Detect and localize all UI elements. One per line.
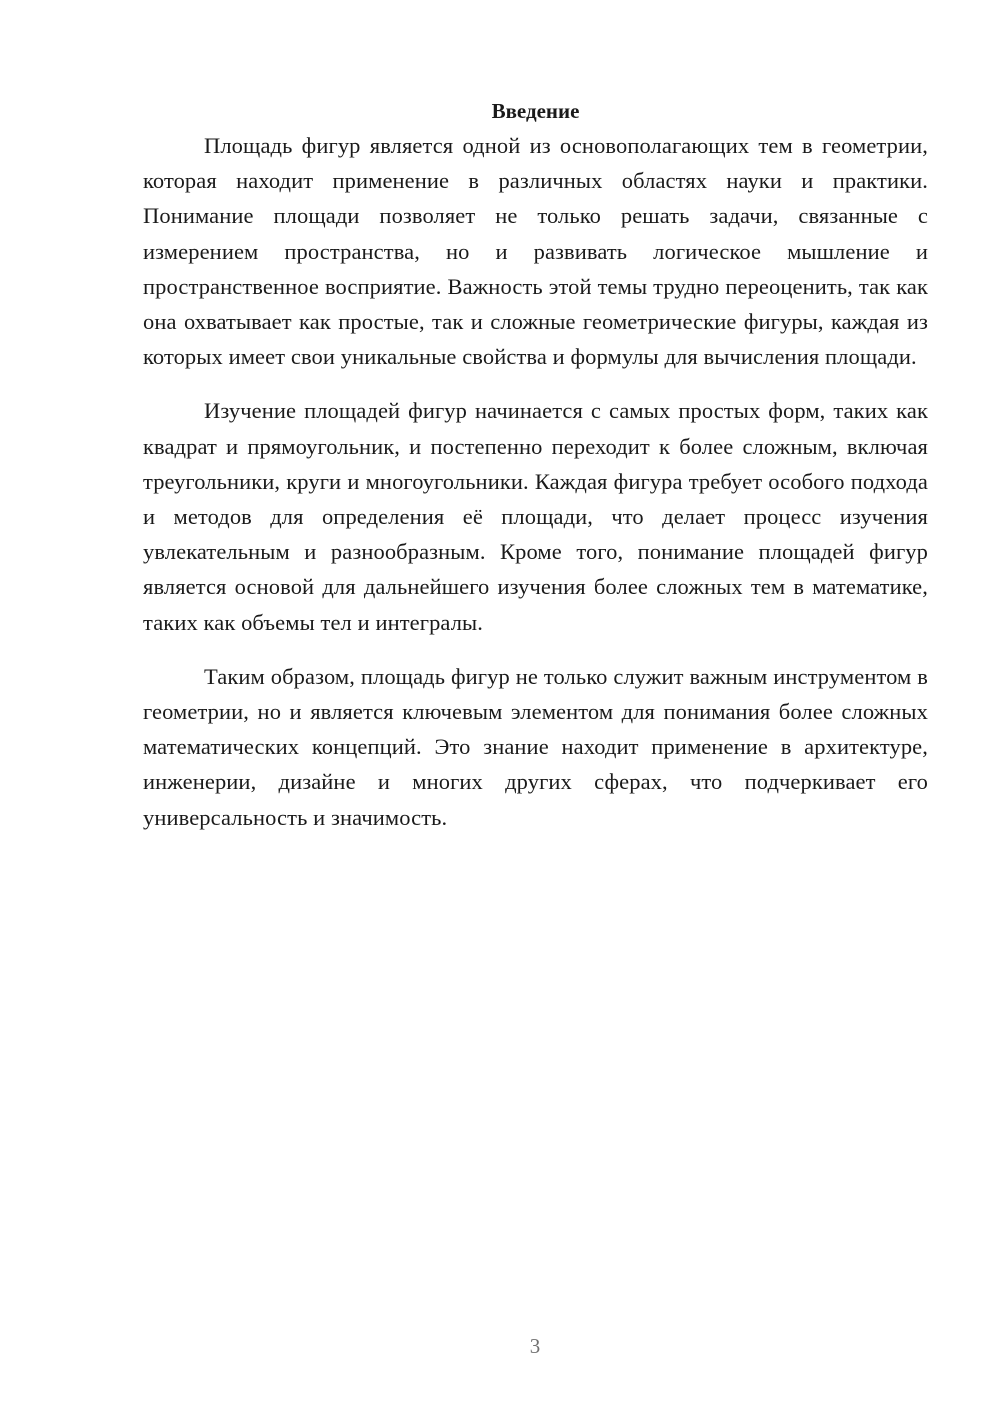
page-number: 3	[529, 1334, 541, 1358]
paragraph-3: Таким образом, площадь фигур не только служит важным инструментом в геометрии, но и является ключевым элементом для понимания более сложных математических концепций. Это знание находит применение в архитектуре, инженерии, дизайне и многих других сферах, что подчеркивает его универсальность и значимость.	[143, 663, 928, 830]
section-title: Введение	[491, 99, 580, 123]
document-page	[143, 96, 928, 854]
paragraph-2: Изучение площадей фигур начинается с самых простых форм, таких как квадрат и прямоугольник, и постепенно переходит к более сложным, включая треугольники, круги и многоугольники. Каждая фигура требует особого подхода и методов для определения её площади, что делает процесс изучения увлекательным и разнообразным. Кроме того, понимание площадей фигур является основой для дальнейшего изучения более сложных тем в математике, таких как объемы тел и интегралы.	[143, 398, 928, 635]
paragraph-1: Площадь фигур является одной из основополагающих тем в геометрии, которая находит применение в различных областях науки и практики. Понимание площади позволяет не только решать задачи, связанные с измерением пространства, но и развивать логическое мышление и пространственное восприятие. Важность этой темы трудно переоценить, так как она охватывает как простые, так и сложные геометрические фигуры, каждая из которых имеет свои уникальные свойства и формулы для вычисления площади.	[143, 133, 928, 370]
